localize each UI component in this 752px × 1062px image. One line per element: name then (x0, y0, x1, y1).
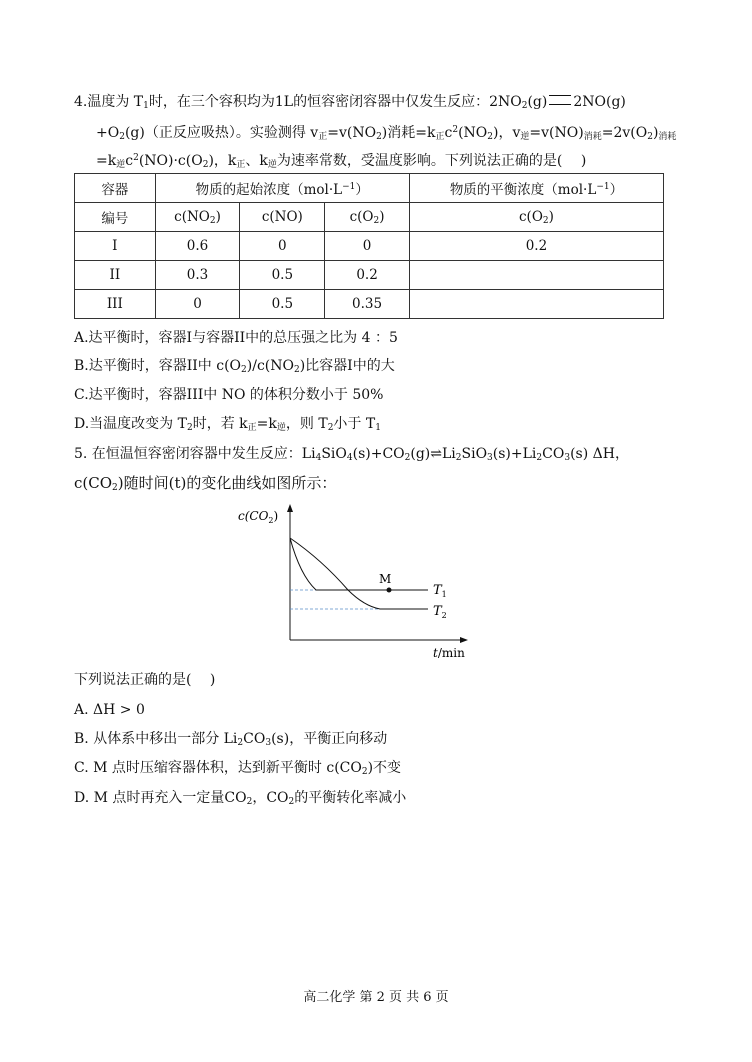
header-equilibrium-concentration: 物质的平衡浓度$(mol\cdot L^{-1})$ (409, 174, 663, 203)
t1-curve (290, 538, 428, 590)
col-c-no: c(NO) (240, 203, 325, 232)
row-id: II (75, 261, 156, 290)
cell: 0.2 (325, 261, 410, 290)
q5-line-1: 5. 在恒温恒容密闭容器中发生反应：$Li_4SiO_4(s)+CO_2(g)\rightleftharpoons Li_2SiO_3(s)+Li_2CO_3(s)$ ΔH， (74, 446, 629, 463)
header-initial-concentration: 物质的起始浓度$(mol\cdot L^{-1})$ (155, 174, 409, 203)
q5-option-d: D. M 点时再充入一定量$CO_2$，$CO_2$的平衡转化率减小 (74, 790, 407, 807)
x-axis-label: t/min (433, 646, 465, 660)
header-number: 编号 (75, 203, 156, 232)
q5-stem: 下列说法正确的是( ) (74, 672, 216, 688)
q4-line-3: $=k_逆c^2(NO)\cdot c(O_2)$，$k_正$、$k_逆$为速率常数，受温度影响。下列说法正确的是( ) (96, 153, 587, 170)
col-c-o2: $c(O_2)$ (325, 203, 410, 232)
cell: 0.2 (409, 232, 663, 261)
cell: 0 (325, 232, 410, 261)
cell: 0.5 (240, 290, 325, 319)
concentration-time-graph (230, 500, 480, 665)
q4-line-2: $+O_2(g)$（正反应吸热）。实验测得 $v_正=v(NO_2)$消耗$=k_正c^2(NO_2)$，$v_逆=v(NO)_{消耗}=2v(O_2)_{消耗}$ (96, 125, 677, 142)
q4-option-d: D.当温度改变为 $T_2$时，若 $k_正=k_逆$，则 $T_2$小于 $T_1$ (74, 416, 381, 433)
label-t1: $T_1$ (433, 583, 447, 599)
q4-option-b: B.达平衡时，容器II中 $c(O_2)/c(NO_2)$比容器I中的大 (74, 358, 395, 375)
col-c-no2: $c(NO_2)$ (155, 203, 240, 232)
q5-option-c: C. M 点时压缩容器体积，达到新平衡时 $c(CO_2)$不变 (74, 760, 402, 777)
t2-curve (290, 538, 428, 609)
q4-option-a: A.达平衡时，容器I与容器II中的总压强之比为 4 ：5 (74, 330, 398, 346)
col-eq-c-o2: $c(O_2)$ (409, 203, 663, 232)
cell: 0.6 (155, 232, 240, 261)
cell (409, 290, 663, 319)
cell (409, 261, 663, 290)
cell: 0 (240, 232, 325, 261)
cell: 0.3 (155, 261, 240, 290)
y-axis-arrow-icon (287, 504, 293, 512)
x-axis-arrow-icon (460, 637, 468, 643)
row-id: I (75, 232, 156, 261)
table-row (75, 261, 664, 290)
q5-option-b: B. 从体系中移出一部分 $Li_2CO_3(s)$，平衡正向移动 (74, 731, 388, 748)
concentration-table (74, 173, 664, 319)
equilibrium-arrow-icon (549, 95, 571, 105)
label-t2: $T_2$ (433, 604, 447, 620)
table-row (75, 290, 664, 319)
table-row (75, 232, 664, 261)
point-m (387, 588, 392, 593)
header-container: 容器 (75, 174, 156, 203)
q5-line-2: $c(CO_2)$随时间(t)的变化曲线如图所示： (74, 474, 337, 493)
cell: 0 (155, 290, 240, 319)
y-axis-label: $c(CO_2)$ (238, 509, 279, 525)
page-footer: 高二化学 第 2 页 共 6 页 (303, 990, 449, 1005)
q5-option-a: A. ΔH > 0 (74, 702, 145, 718)
cell: 0.35 (325, 290, 410, 319)
cell: 0.5 (240, 261, 325, 290)
label-m: M (379, 572, 392, 586)
row-id: III (75, 290, 156, 319)
q4-line-1: 4.温度为 $T_1$时，在三个容积均为1L的恒容密闭容器中仅发生反应：$2NO_2(g)$ 2NO(g) (74, 94, 626, 111)
q4-option-c: C.达平衡时，容器III中 NO 的体积分数小于 50% (74, 387, 384, 403)
